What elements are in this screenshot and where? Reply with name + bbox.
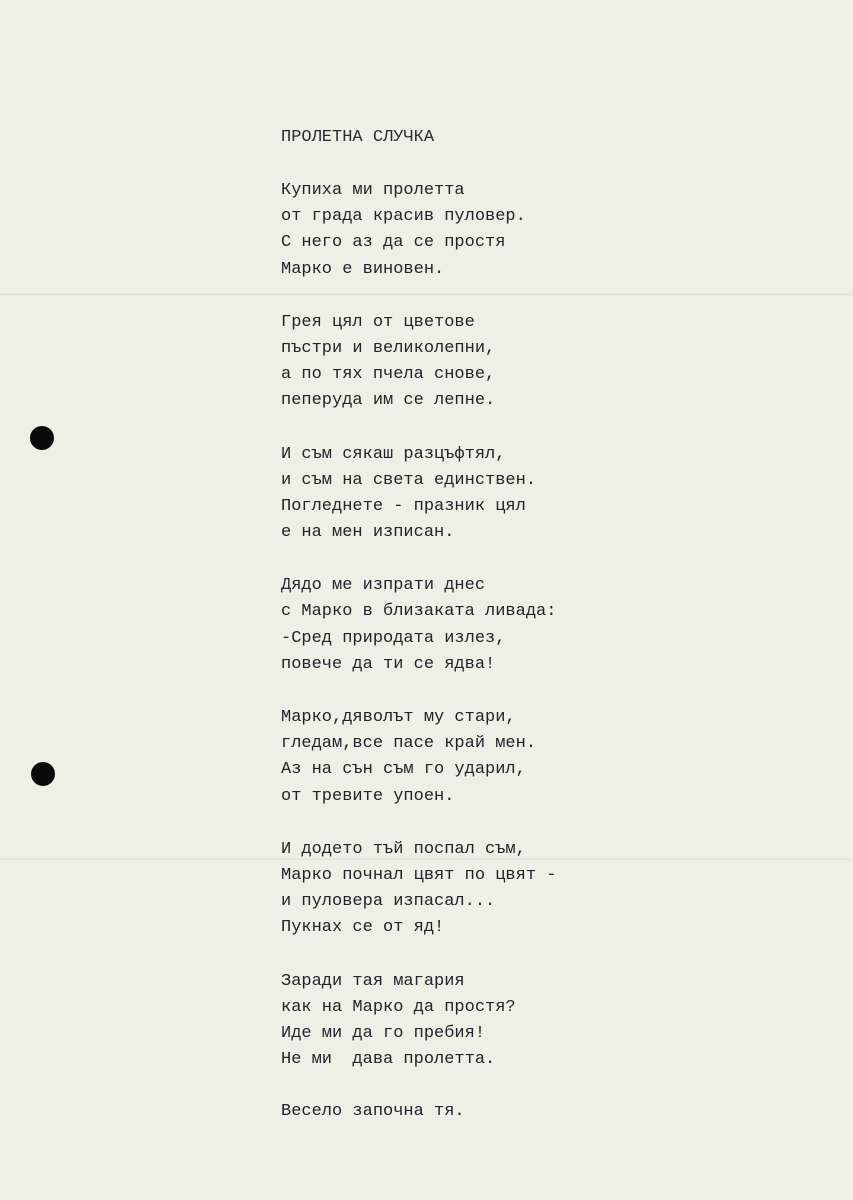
closing-line: Весело започна тя. (281, 1102, 465, 1121)
poem-line: Марко,дяволът му стари, (281, 708, 516, 727)
poem-line: Дядо ме изпрати днес (281, 576, 486, 596)
poem-line: Заради тая магария (281, 971, 465, 991)
poem-line: от тревите упоен. (281, 786, 455, 806)
poem-line: Марко е виновен. (281, 259, 445, 279)
poem-line: И съм сякаш разцъфтял, (281, 444, 506, 464)
poem-line: Пукнах се от яд! (281, 918, 445, 938)
poem-line: гледам,все пасе край мен. (281, 734, 537, 754)
poem-line: от града красив пуловер. (281, 207, 526, 227)
poem-line: Аз на сън съм го ударил, (281, 760, 526, 780)
punch-hole (30, 426, 54, 450)
stanza (281, 442, 556, 547)
poem-line: С него аз да се простя (281, 233, 506, 253)
poem-line: И додето тъй поспал съм, (281, 839, 526, 859)
poem-line: е на мен изписан. (281, 523, 455, 543)
poem-line: Купиха ми пролетта (281, 181, 465, 200)
poem-line: пеперуда им се лепне. (281, 391, 496, 411)
poem-line: как на Марко да простя? (281, 997, 516, 1017)
poem-line: Погледнете - празник цял (281, 496, 526, 516)
poem-line: -Сред природата излез, (281, 628, 506, 648)
poem-line: Иде ми да го пребия! (281, 1023, 486, 1043)
poem-title: ПРОЛЕТНА СЛУЧКА (281, 128, 435, 147)
poem-line: повече да ти се ядва! (281, 654, 496, 674)
poem-line: и съм на света единствен. (281, 470, 537, 490)
poem-line: пъстри и великолепни, (281, 338, 496, 358)
stanza (281, 178, 556, 283)
stanza (281, 705, 556, 810)
poem-line: Не ми дава пролетта. (281, 1050, 496, 1070)
poem-line: Грея цял от цветове (281, 312, 475, 332)
punch-hole (31, 762, 55, 786)
poem-body (281, 178, 556, 1100)
poem-line: Марко почнал цвят по цвят - (281, 865, 557, 885)
poem-line: с Марко в близаката ливада: (281, 602, 557, 622)
stanza (281, 969, 556, 1074)
stanza (281, 573, 556, 678)
poem-line: и пуловера изпасал... (281, 892, 496, 912)
poem-line: а по тях пчела снове, (281, 365, 496, 385)
stanza (281, 310, 556, 415)
stanza (281, 837, 556, 942)
